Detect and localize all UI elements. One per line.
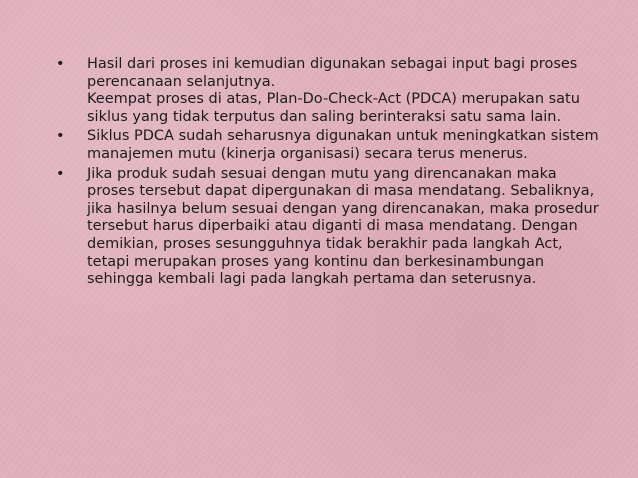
bullet-icon: • xyxy=(56,165,65,182)
bullet-paragraph: Hasil dari proses ini kemudian digunakan sebagai input bagi proses perencanaan selanjutnya. xyxy=(87,56,578,90)
bullet-paragraph: Jika produk sudah sesuai dengan mutu yang direncanakan maka proses tersebut dapat dipergunakan di masa mendatang. Sebaliknya, jika hasilnya belum sesuai dengan yang direncanakan, maka prosedur tersebut harus diperbaiki atau diganti di masa mendatang. Dengan demikian, proses sesungguhnya tidak berakhir pada langkah Act, tetapi merupakan proses yang kontinu dan berkesinambungan sehingga kembali lagi pada langkah pertama dan seterusnya. xyxy=(87,165,599,288)
bullet-paragraph: Siklus PDCA sudah seharusnya digunakan untuk meningkatkan sistem manajemen mutu (kinerja organisasi) secara terus menerus. xyxy=(87,128,599,162)
bullet-icon: • xyxy=(56,128,65,145)
bullet-paragraph: Keempat proses di atas, Plan-Do-Check-Act (PDCA) merupakan satu siklus yang tidak terputus dan saling berinteraksi satu sama lain. xyxy=(87,91,580,125)
bullet-list xyxy=(56,56,601,291)
bullet-item xyxy=(56,166,601,289)
bullet-item xyxy=(56,128,601,163)
bullet-icon: • xyxy=(56,56,65,72)
bullet-item xyxy=(56,56,601,126)
